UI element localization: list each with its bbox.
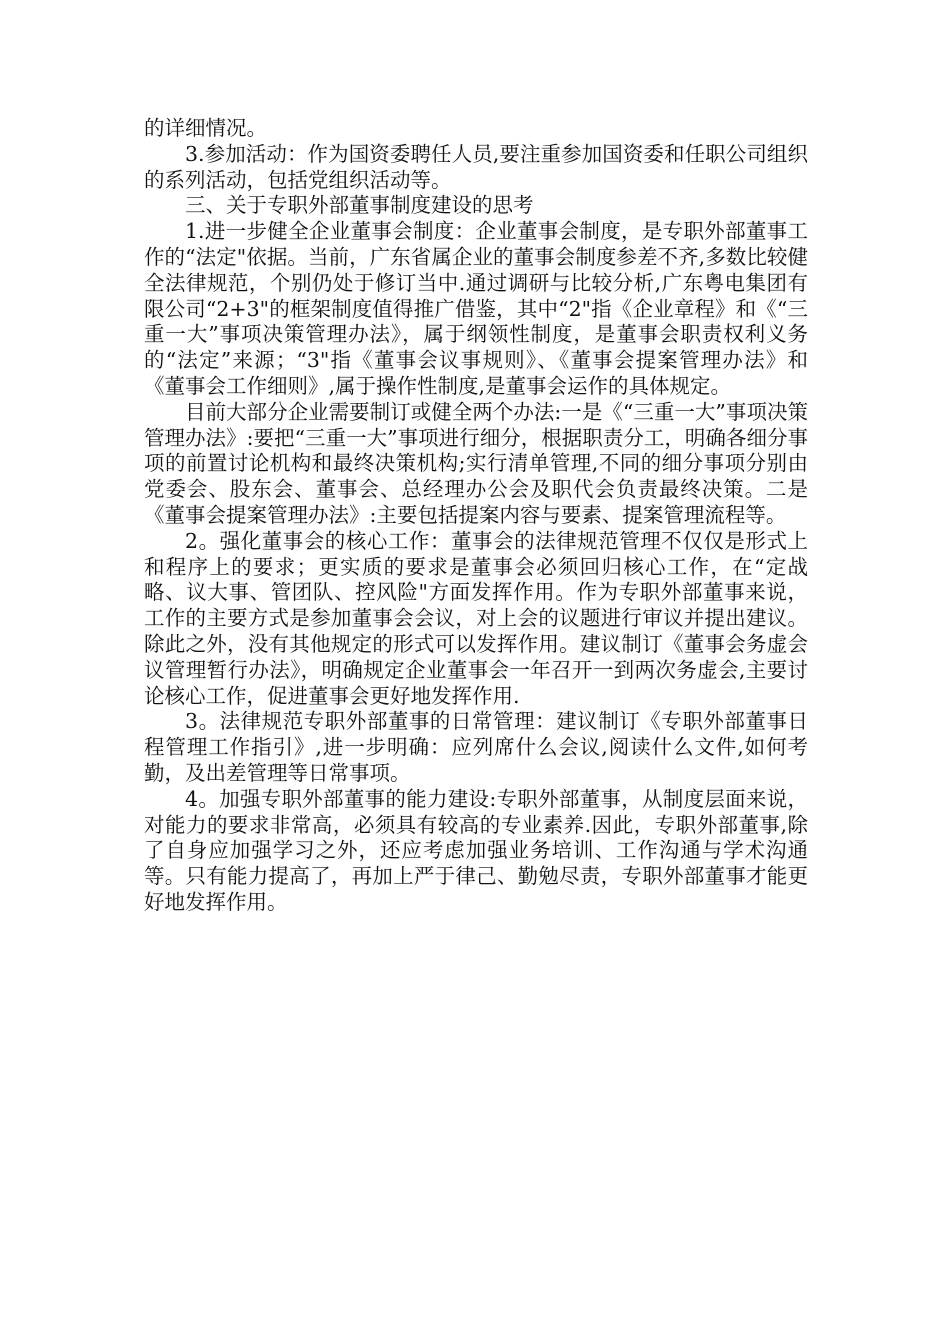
document-body: [144, 116, 808, 916]
section-heading: 三、关于专职外部董事制度建设的思考: [185, 193, 534, 218]
paragraph-board-system: 1.进一步健全企业董事会制度：企业董事会制度，是专职外部董事工作的“法定"依据。当前，广东省属企业的董事会制度参差不齐,多数比较健全法律规范，个别仍处于修订当中.通过调研与比较分析,广东粤电集团有限公司“2+3"的框架制度值得推广借鉴，其中“2"指《企业章程》和《“三重一大”事项决策管理办法》，属于纲领性制度，是董事会职责权利义务的“法定”来源；“3"指《董事会议事规则》、《董事会提案管理办法》和《董事会工作细则》,属于操作性制度,是董事会运作的具体规定。: [144, 219, 808, 398]
paragraph-continuation: 的详细情况。: [144, 116, 267, 140]
paragraph-participate-activities: 3.参加活动：作为国资委聘任人员,要注重参加国资委和任职公司组织的系列活动，包括党组织活动等。: [144, 141, 808, 192]
paragraph-core-work: 2。强化董事会的核心工作：董事会的法律规范管理不仅仅是形式上和程序上的要求；更实质的要求是董事会必须回归核心工作，在“定战略、议大事、管团队、控风险"方面发挥作用。作为专职外部董事来说，工作的主要方式是参加董事会会议，对上会的议题进行审议并提出建议。除此之外，没有其他规定的形式可以发挥作用。建议制订《董事会务虚会议管理暂行办法》，明确规定企业董事会一年召开一到两次务虚会,主要讨论核心工作，促进董事会更好地发挥作用.: [144, 528, 808, 708]
paragraph-two-measures: 目前大部分企业需要制订或健全两个办法:一是《“三重一大”事项决策管理办法》:要把“三重一大”事项进行细分，根据职责分工，明确各细分事项的前置讨论机构和最终决策机构;实行清单管理,不同的细分事项分别由党委会、股东会、董事会、总经理办公会及职代会负责最终决策。二是《董事会提案管理办法》:主要包括提案内容与要素、提案管理流程等。: [144, 399, 808, 527]
paragraph-daily-management: 3。法律规范专职外部董事的日常管理：建议制订《专职外部董事日程管理工作指引》,进一步明确：应列席什么会议,阅读什么文件,如何考勤，及出差管理等日常事项。: [144, 709, 808, 785]
paragraph-capability-building: 4。加强专职外部董事的能力建设:专职外部董事，从制度层面来说，对能力的要求非常高，必须具有较高的专业素养.因此，专职外部董事,除了自身应加强学习之外，还应考虑加强业务培训、工作沟通与学术沟通等。只有能力提高了，再加上严于律己、勤勉尽责，专职外部董事才能更好地发挥作用。: [144, 786, 808, 914]
